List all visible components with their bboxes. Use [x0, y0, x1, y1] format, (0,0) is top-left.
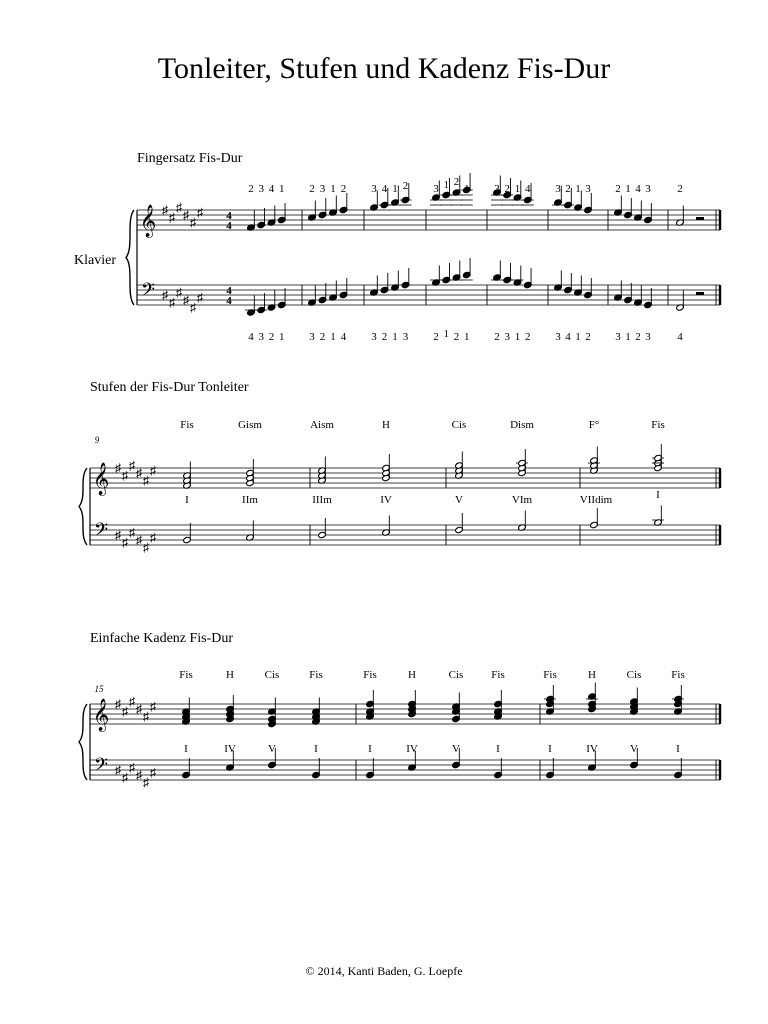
sharp-icon: ♯ — [136, 768, 142, 782]
lh-fingering: 3 — [504, 331, 510, 343]
roman-numeral: IV — [406, 743, 418, 755]
roman-numeral: I — [184, 743, 188, 755]
chord-name: Fis — [309, 669, 323, 681]
sharp-icon: ♯ — [143, 709, 149, 724]
sharp-icon: ♯ — [183, 208, 189, 222]
lh-fingering: 1 — [330, 331, 336, 343]
roman-numeral: I — [185, 494, 189, 506]
roman-numeral: V — [630, 743, 638, 755]
chord-name: F° — [588, 419, 600, 431]
roman-numeral: I — [676, 743, 680, 755]
lh-fingering: 3 — [555, 331, 561, 343]
time-signature-bottom: 4 — [226, 295, 232, 307]
rh-fingering: 1 — [514, 183, 521, 195]
rh-fingering: 1 — [625, 183, 631, 195]
lh-fingering: 4 — [677, 331, 683, 343]
rh-fingering: 2 — [453, 176, 460, 188]
sharp-icon: ♯ — [122, 704, 128, 719]
rh-fingering: 2 — [504, 183, 510, 195]
lh-fingering: 1 — [514, 331, 521, 343]
sharp-icon: ♯ — [143, 540, 149, 555]
chord-name: Fis — [179, 669, 193, 681]
half-rest — [696, 292, 704, 295]
roman-numeral: I — [368, 743, 372, 755]
sharp-icon: ♯ — [150, 530, 156, 545]
roman-numeral: V — [455, 494, 463, 506]
rh-fingering: 1 — [464, 183, 470, 195]
bass-clef-icon: 𝄢 — [93, 519, 109, 544]
lh-fingering: 2 — [268, 331, 275, 343]
sharp-icon: ♯ — [129, 694, 135, 709]
bass-clef-icon: 𝄢 — [93, 754, 109, 779]
rh-fingering: 2 — [248, 183, 254, 195]
chord-name: Cis — [264, 669, 280, 681]
rh-fingering: 2 — [402, 180, 409, 192]
sharp-icon: ♯ — [143, 775, 149, 790]
rh-fingering: 1 — [279, 183, 285, 195]
lh-fingering: 1 — [443, 328, 449, 340]
sharp-icon: ♯ — [176, 200, 182, 215]
sharp-icon: ♯ — [122, 770, 128, 785]
chord-name: H — [588, 669, 596, 681]
lh-fingering: 3 — [645, 331, 651, 343]
sharp-icon: ♯ — [115, 763, 121, 777]
rh-fingering: 3 — [555, 183, 561, 195]
rh-fingering: 3 — [433, 183, 439, 195]
sharp-icon: ♯ — [197, 205, 203, 220]
treble-clef-icon: 𝄞 — [92, 464, 110, 495]
time-signature-top: 4 — [226, 285, 232, 297]
sharp-icon: ♯ — [150, 699, 156, 714]
chord-name: Gism — [238, 419, 262, 431]
sharp-icon: ♯ — [122, 468, 128, 483]
rh-fingering: 3 — [371, 183, 377, 195]
chord-name: Fis — [543, 669, 557, 681]
sharp-icon: ♯ — [169, 295, 175, 310]
sharp-icon: ♯ — [129, 525, 135, 540]
roman-numeral: I — [314, 743, 318, 755]
sharp-icon: ♯ — [190, 215, 196, 230]
lh-fingering: 3 — [258, 331, 264, 343]
chord-name: H — [408, 669, 416, 681]
sharp-icon: ♯ — [162, 288, 168, 302]
chord-name: Aism — [310, 419, 334, 431]
chord-name: Cis — [448, 669, 464, 681]
time-signature-top: 4 — [226, 210, 232, 222]
treble-clef-icon: 𝄞 — [139, 206, 157, 237]
chord-name: Fis — [491, 669, 505, 681]
lh-fingering: 3 — [615, 331, 621, 343]
lh-fingering: 3 — [309, 331, 315, 343]
rh-fingering: 2 — [565, 183, 571, 195]
rh-fingering: 3 — [585, 183, 591, 195]
copyright-footer: © 2014, Kanti Baden, G. Loepfe — [305, 964, 463, 978]
sharp-icon: ♯ — [162, 203, 168, 217]
roman-numeral: IV — [224, 743, 236, 755]
page-title: Tonleiter, Stufen und Kadenz Fis-Dur — [157, 52, 611, 85]
chord-name: Fis — [651, 419, 665, 431]
half-rest — [696, 217, 704, 220]
lh-fingering: 1 — [279, 331, 285, 343]
lh-fingering: 2 — [433, 331, 439, 343]
chord-name: Fis — [671, 669, 685, 681]
rh-fingering: 2 — [309, 183, 315, 195]
chord-name: H — [226, 669, 234, 681]
rh-fingering: 3 — [645, 183, 651, 195]
rh-fingering: 1 — [330, 183, 336, 195]
roman-numeral: IIm — [242, 494, 258, 506]
lh-fingering: 2 — [381, 331, 388, 343]
sharp-icon: ♯ — [129, 760, 135, 775]
chord-name: Cis — [626, 669, 642, 681]
lh-fingering: 2 — [453, 331, 460, 343]
roman-numeral: V — [452, 743, 460, 755]
sharp-icon: ♯ — [136, 466, 142, 480]
sharp-icon: ♯ — [150, 765, 156, 780]
sharp-icon: ♯ — [183, 293, 189, 307]
lh-fingering: 2 — [319, 331, 326, 343]
rh-fingering: 4 — [635, 183, 641, 195]
system3-heading: Einfache Kadenz Fis-Dur — [90, 631, 234, 646]
sharp-icon: ♯ — [136, 702, 142, 716]
roman-numeral: I — [496, 743, 500, 755]
roman-numeral: VIIdim — [579, 494, 613, 506]
sharp-icon: ♯ — [115, 697, 121, 711]
chord-name: H — [382, 419, 390, 431]
rh-fingering: 4 — [525, 183, 531, 195]
lh-fingering: 3 — [371, 331, 377, 343]
chord-name: Fis — [363, 669, 377, 681]
lh-fingering: 2 — [494, 331, 500, 343]
lh-fingering: 1 — [575, 331, 581, 343]
system2-heading: Stufen der Fis-Dur Tonleiter — [90, 380, 249, 395]
rh-fingering: 1 — [443, 179, 449, 191]
roman-numeral: I — [656, 489, 660, 501]
sharp-icon: ♯ — [143, 473, 149, 488]
measure-number: 9 — [94, 435, 100, 445]
rh-fingering: 2 — [340, 183, 347, 195]
brace — [79, 468, 87, 545]
sharp-icon: ♯ — [176, 285, 182, 300]
instrument-label: Klavier — [74, 253, 116, 268]
sharp-icon: ♯ — [169, 210, 175, 225]
lh-fingering: 2 — [585, 331, 591, 343]
lh-fingering: 4 — [340, 331, 347, 343]
roman-numeral: IV — [380, 494, 392, 506]
sharp-icon: ♯ — [190, 300, 196, 315]
lh-fingering: 4 — [565, 331, 571, 343]
lh-fingering: 1 — [625, 331, 631, 343]
measure-number: 15 — [94, 684, 104, 694]
lh-fingering: 2 — [525, 331, 531, 343]
rh-fingering: 1 — [392, 183, 398, 195]
lh-fingering: 2 — [635, 331, 641, 343]
system1-heading: Fingersatz Fis-Dur — [137, 151, 243, 166]
lh-fingering: 1 — [392, 331, 398, 343]
bass-clef-icon: 𝄢 — [140, 279, 156, 304]
chord-name: Fis — [180, 419, 194, 431]
roman-numeral: I — [548, 743, 552, 755]
rh-fingering: 4 — [381, 183, 388, 195]
roman-numeral: IIIm — [312, 494, 332, 506]
rh-fingering: 2 — [615, 183, 621, 195]
roman-numeral: VIm — [511, 494, 533, 506]
roman-numeral: IV — [586, 743, 598, 755]
rh-fingering: 4 — [268, 183, 275, 195]
chord-name: Dism — [510, 419, 534, 431]
rh-fingering: 1 — [575, 183, 581, 195]
lh-fingering: 3 — [402, 331, 409, 343]
time-signature-bottom: 4 — [226, 220, 232, 232]
sharp-icon: ♯ — [150, 463, 156, 478]
lh-fingering: 1 — [464, 331, 470, 343]
rh-fingering: 3 — [494, 183, 500, 195]
sharp-icon: ♯ — [136, 533, 142, 547]
treble-clef-icon: 𝄞 — [92, 700, 110, 731]
rh-fingering: 2 — [677, 183, 683, 195]
rh-fingering: 3 — [319, 183, 326, 195]
sharp-icon: ♯ — [115, 461, 121, 475]
sharp-icon: ♯ — [197, 290, 203, 305]
chord-name: Cis — [451, 419, 467, 431]
brace — [126, 210, 134, 305]
sharp-icon: ♯ — [122, 535, 128, 550]
lh-fingering: 4 — [248, 331, 254, 343]
roman-numeral: V — [268, 743, 276, 755]
rh-fingering: 3 — [258, 183, 264, 195]
sharp-icon: ♯ — [129, 458, 135, 473]
sharp-icon: ♯ — [115, 528, 121, 542]
brace — [79, 704, 87, 780]
